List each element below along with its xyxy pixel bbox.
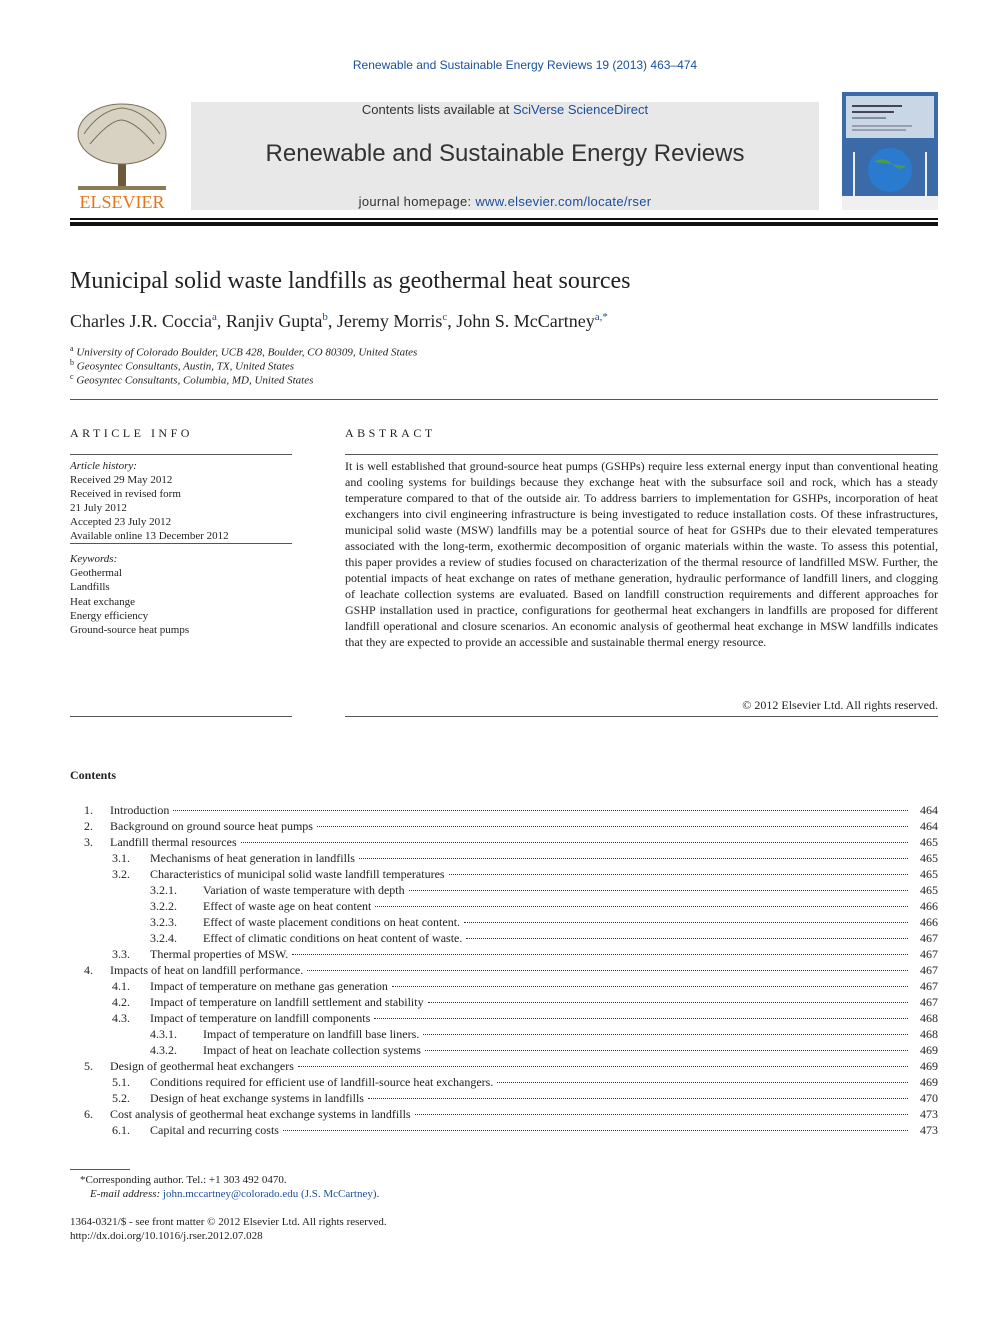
toc-entry-title[interactable] — [110, 819, 910, 834]
toc-entry-title[interactable] — [150, 1011, 910, 1026]
toc-entry-page[interactable]: 466 — [920, 899, 938, 913]
history-item: Available online 13 December 2012 — [70, 530, 229, 542]
toc-entry-title-text[interactable]: Capital and recurring costs — [150, 1123, 279, 1137]
toc-entry[interactable] — [70, 803, 938, 819]
author-list: Charles J.R. Coccia$^a$, Ranjiv Gupta$^b$, Jeremy Morris$^c$, John S. McCartney$^{a,*}$ — [70, 311, 608, 331]
doi-link[interactable]: http://dx.doi.org/10.1016/j.rser.2012.07.028 — [70, 1230, 263, 1242]
toc-entry-title[interactable] — [203, 1027, 910, 1042]
toc-entry[interactable] — [70, 995, 938, 1011]
toc-entry[interactable] — [70, 1059, 938, 1075]
toc-entry-title-text[interactable]: Introduction — [110, 803, 170, 817]
header-rule — [70, 218, 938, 220]
toc-entry[interactable] — [70, 835, 938, 851]
toc-entry-title-text[interactable]: Impact of temperature on landfill base liners. — [203, 1027, 420, 1041]
toc-entry[interactable] — [70, 931, 938, 947]
divider — [70, 543, 292, 544]
author-name[interactable]: Ranjiv Gupta — [225, 311, 323, 331]
toc-entry-title-text[interactable]: Landfill thermal resources — [110, 835, 237, 849]
toc-entry-page[interactable]: 467 — [920, 995, 938, 1009]
footnote-rule — [70, 1169, 130, 1170]
toc-entry-number: 3.2.2. — [150, 899, 177, 913]
toc-entry-page[interactable]: 469 — [920, 1059, 938, 1073]
toc-leader-dots — [497, 1082, 908, 1083]
toc-leader-dots — [359, 858, 908, 859]
toc-entry[interactable] — [70, 1123, 938, 1139]
toc-entry-title[interactable] — [150, 947, 910, 962]
toc-entry-page[interactable]: 467 — [920, 947, 938, 961]
toc-entry-page[interactable]: 473 — [920, 1107, 938, 1121]
toc-entry-title[interactable] — [150, 995, 910, 1010]
header-rule-thick — [70, 222, 938, 226]
toc-entry-number: 3. — [84, 835, 93, 849]
toc-leader-dots — [466, 938, 908, 939]
toc-entry-page[interactable]: 469 — [920, 1043, 938, 1057]
author-name[interactable]: John S. McCartney — [456, 311, 595, 331]
toc-entry[interactable] — [70, 899, 938, 915]
toc-entry-page[interactable]: 464 — [920, 803, 938, 817]
history-item: Received in revised form — [70, 488, 181, 500]
toc-leader-dots — [173, 810, 908, 811]
toc-entry-title-text[interactable]: Conditions required for efficient use of landfill-source heat exchangers. — [150, 1075, 494, 1089]
toc-entry-title[interactable] — [150, 979, 910, 994]
toc-entry[interactable] — [70, 1043, 938, 1059]
toc-entry-page[interactable]: 466 — [920, 915, 938, 929]
email-note: E-mail address: john.mccartney@colorado.edu (J.S. McCartney). — [90, 1188, 380, 1200]
toc-entry-page[interactable]: 467 — [920, 979, 938, 993]
toc-entry-number: 5. — [84, 1059, 93, 1073]
toc-entry-title[interactable] — [203, 899, 910, 914]
toc-entry-title-text[interactable]: Effect of waste placement conditions on heat content. — [203, 915, 461, 929]
asterisk-icon: * — [80, 1174, 86, 1186]
toc-entry-page[interactable]: 465 — [920, 835, 938, 849]
toc-entry-title-text[interactable]: Design of geothermal heat exchangers — [110, 1059, 294, 1073]
toc-entry-number: 3.3. — [112, 947, 130, 961]
toc-entry-title[interactable] — [110, 803, 910, 818]
contents-availability: Contents lists available at SciVerse ScienceDirect — [361, 102, 649, 117]
toc-entry-title[interactable] — [203, 883, 910, 898]
author-affil-sup[interactable]: b — [322, 311, 328, 323]
toc-entry-title[interactable] — [150, 851, 910, 866]
keyword: Landfills — [70, 581, 110, 593]
toc-leader-dots — [298, 1066, 908, 1067]
toc-entry-title-text[interactable]: Design of heat exchange systems in landfills — [150, 1091, 364, 1105]
toc-entry-number: 6. — [84, 1107, 93, 1121]
toc-entry-number: 5.1. — [112, 1075, 130, 1089]
toc-entry-page[interactable]: 468 — [920, 1027, 938, 1041]
toc-leader-dots — [317, 826, 908, 827]
toc-entry-title-text[interactable]: Impacts of heat on landfill performance. — [110, 963, 304, 977]
toc-entry-page[interactable]: 469 — [920, 1075, 938, 1089]
article-info-heading: ARTICLE INFO — [70, 426, 193, 440]
toc-leader-dots — [428, 1002, 908, 1003]
toc-entry[interactable] — [70, 963, 938, 979]
journal-title: Renewable and Sustainable Energy Reviews — [265, 140, 745, 167]
toc-entry-title-text[interactable]: Variation of waste temperature with depth — [203, 883, 405, 897]
toc-entry-title-text[interactable]: Impact of temperature on landfill settlement and stability — [150, 995, 424, 1009]
keyword: Geothermal — [70, 567, 122, 579]
toc-entry-title-text[interactable]: Impact of heat on leachate collection systems — [203, 1043, 421, 1057]
toc-entry-title[interactable] — [203, 1043, 910, 1058]
sciencedirect-link[interactable]: SciVerse ScienceDirect — [512, 102, 649, 117]
toc-entry-title[interactable] — [110, 1107, 910, 1122]
citation-link[interactable]: Renewable and Sustainable Energy Reviews 19 (2013) 463–474 — [352, 58, 698, 72]
toc-entry-number: 4.3.1. — [150, 1027, 177, 1041]
toc-entry-title-text[interactable]: Mechanisms of heat generation in landfills — [150, 851, 355, 865]
toc-entry-number: 3.2.4. — [150, 931, 177, 945]
toc-leader-dots — [374, 1018, 908, 1019]
toc-entry-number: 4.3. — [112, 1011, 130, 1025]
divider — [345, 454, 938, 455]
toc-entry[interactable] — [70, 1011, 938, 1027]
divider — [70, 454, 292, 455]
author-affil-sup[interactable]: a — [211, 311, 217, 323]
toc-entry-title[interactable] — [110, 1059, 910, 1074]
issn-line: 1364-0321/$ - see front matter © 2012 Elsevier Ltd. All rights reserved. — [70, 1216, 387, 1228]
journal-cover-thumbnail[interactable] — [842, 92, 938, 210]
toc-entry-title[interactable] — [150, 1091, 910, 1106]
toc-entry-title-text[interactable]: Cost analysis of geothermal heat exchange systems in landfills — [110, 1107, 411, 1121]
abstract-heading: ABSTRACT — [345, 426, 436, 440]
contents-heading: Contents — [70, 768, 117, 782]
abstract-copyright: © 2012 Elsevier Ltd. All rights reserved. — [742, 698, 938, 712]
toc-entry-number: 3.2. — [112, 867, 130, 881]
toc-entry-title[interactable] — [150, 1123, 910, 1138]
toc-entry-number: 4. — [84, 963, 93, 977]
toc-entry-number: 4.3.2. — [150, 1043, 177, 1057]
keyword: Ground-source heat pumps — [70, 624, 190, 636]
toc-leader-dots — [241, 842, 908, 843]
toc-entry-page[interactable]: 465 — [920, 851, 938, 865]
toc-leader-dots — [368, 1098, 908, 1099]
toc-entry-title[interactable] — [203, 915, 910, 930]
toc-entry[interactable] — [70, 1075, 938, 1091]
toc-leader-dots — [449, 874, 908, 875]
toc-entry[interactable] — [70, 883, 938, 899]
toc-leader-dots — [307, 970, 908, 971]
author-affil-sup[interactable]: c — [442, 311, 448, 323]
toc-entry-title[interactable] — [150, 867, 910, 882]
author-name[interactable]: Charles J.R. Coccia — [70, 311, 212, 331]
toc-entry-title-text[interactable]: Impact of temperature on landfill components — [150, 1011, 371, 1025]
divider — [345, 716, 938, 717]
toc-entry[interactable] — [70, 851, 938, 867]
toc-entry-title[interactable] — [110, 963, 910, 978]
toc-entry-number: 3.2.3. — [150, 915, 177, 929]
divider — [70, 716, 292, 717]
toc-entry-title-text[interactable]: Effect of waste age on heat content — [203, 899, 372, 913]
toc-entry[interactable] — [70, 1107, 938, 1123]
toc-entry-title-text[interactable]: Impact of temperature on methane gas generation — [150, 979, 388, 993]
toc-entry-page[interactable]: 465 — [920, 867, 938, 881]
toc-entry-number: 4.2. — [112, 995, 130, 1009]
toc-entry-number: 4.1. — [112, 979, 130, 993]
toc-entry[interactable] — [70, 867, 938, 883]
toc-entry-page[interactable]: 467 — [920, 963, 938, 977]
history-item: Received 29 May 2012 — [70, 474, 173, 486]
toc-entry-number: 3.1. — [112, 851, 130, 865]
toc-entry-title-text[interactable]: Background on ground source heat pumps — [110, 819, 313, 833]
toc-entry-page[interactable]: 465 — [920, 883, 938, 897]
article-title: Municipal solid waste landfills as geothermal heat sources — [70, 268, 631, 294]
history-label: Article history: — [70, 460, 137, 472]
toc-leader-dots — [283, 1130, 908, 1131]
author-affil-sup[interactable]: a,* — [594, 311, 608, 323]
toc-entry[interactable] — [70, 1091, 938, 1107]
journal-citation[interactable] — [0, 58, 992, 72]
history-item: Accepted 23 July 2012 — [70, 516, 172, 528]
elsevier-wordmark: ELSEVIER — [79, 192, 165, 212]
abstract-text: It is well established that ground-source heat pumps (GSHPs) require less external energy input than conventional heating and cooling systems for buildings because they exchange heat with the subsurface soil and rock, which has a steady temperature compared to that of the outside air. To address barriers to implementation for GSHPs, incorporation of heat exchangers into civil engineering infrastructure is being investigated to reduce installation costs. Of these infrastructures, municipal solid waste (MSW) landfills may be a potential source of heat for GSHPs due to their elevated temperatures associated with the long-term, exothermic decomposition of organic materials within the waste. To assess this potential, this paper provides a review of studies focused on characterization of the thermal resource of landfilled MSW. Further, the potential impacts of heat exchange on rates of methane generation, hydraulic performance of landfill liners, and clogging of leachate collection systems are evaluated. Based on landfill construction requirements and different approaches for GSHP installation used in practice, configurations for geothermal heat exchangers in landfills are proposed for different landfill operational and closure scenarios. An economic analysis of geothermal heat exchange in MSW landfills indicates that they are expected to provide an accessible and sustainable thermal energy resource. — [345, 459, 938, 649]
author-name[interactable]: Jeremy Morris — [336, 311, 443, 331]
toc-entry-number: 2. — [84, 819, 93, 833]
toc-entry-page[interactable]: 470 — [920, 1091, 938, 1105]
toc-leader-dots — [425, 1050, 908, 1051]
toc-entry-page[interactable]: 473 — [920, 1123, 938, 1137]
toc-entry-number: 3.2.1. — [150, 883, 177, 897]
journal-homepage: journal homepage: www.elsevier.com/locate/rser — [358, 194, 652, 209]
toc-entry-number: 5.2. — [112, 1091, 130, 1105]
keyword: Energy efficiency — [70, 610, 149, 622]
keyword: Heat exchange — [70, 596, 136, 608]
toc-entry-title[interactable] — [110, 835, 910, 850]
toc-entry-title[interactable] — [150, 1075, 910, 1090]
toc-entry[interactable] — [70, 915, 938, 931]
toc-entry-page[interactable]: 468 — [920, 1011, 938, 1025]
email-link[interactable]: john.mccartney@colorado.edu (J.S. McCartney). — [162, 1188, 380, 1200]
elsevier-logo — [70, 100, 174, 212]
affiliation: $^c$ Geosyntec Consultants, Columbia, MD, United States — [70, 372, 314, 387]
toc-leader-dots — [423, 1034, 908, 1035]
toc-entry[interactable] — [70, 947, 938, 963]
section-rule — [70, 399, 938, 400]
homepage-link[interactable]: www.elsevier.com/locate/rser — [475, 194, 652, 209]
toc-entry-title-text[interactable]: Characteristics of municipal solid waste landfill temperatures — [150, 867, 445, 881]
corresponding-author-note: *Corresponding author. Tel.: +1 303 492 0470. — [80, 1174, 287, 1186]
toc-entry-page[interactable]: 467 — [920, 931, 938, 945]
toc-entry-title-text[interactable]: Effect of climatic conditions on heat content of waste. — [203, 931, 463, 945]
toc-entry-title-text[interactable]: Thermal properties of MSW. — [150, 947, 289, 961]
affiliation: $^b$ Geosyntec Consultants, Austin, TX, United States — [70, 358, 295, 373]
toc-entry-title[interactable] — [203, 931, 910, 946]
toc-leader-dots — [375, 906, 908, 907]
toc-leader-dots — [292, 954, 908, 955]
keywords-label: Keywords: — [70, 553, 118, 565]
history-item: 21 July 2012 — [70, 502, 127, 514]
toc-entry-page[interactable]: 464 — [920, 819, 938, 833]
toc-entry-number: 1. — [84, 803, 93, 817]
toc-leader-dots — [392, 986, 908, 987]
toc-leader-dots — [464, 922, 908, 923]
toc-entry[interactable] — [70, 979, 938, 995]
toc-entry[interactable] — [70, 1027, 938, 1043]
toc-leader-dots — [415, 1114, 908, 1115]
toc-leader-dots — [409, 890, 908, 891]
affiliation: $^a$ University of Colorado Boulder, UCB 428, Boulder, CO 80309, United States — [70, 344, 418, 359]
toc-entry[interactable] — [70, 819, 938, 835]
toc-entry-number: 6.1. — [112, 1123, 130, 1137]
